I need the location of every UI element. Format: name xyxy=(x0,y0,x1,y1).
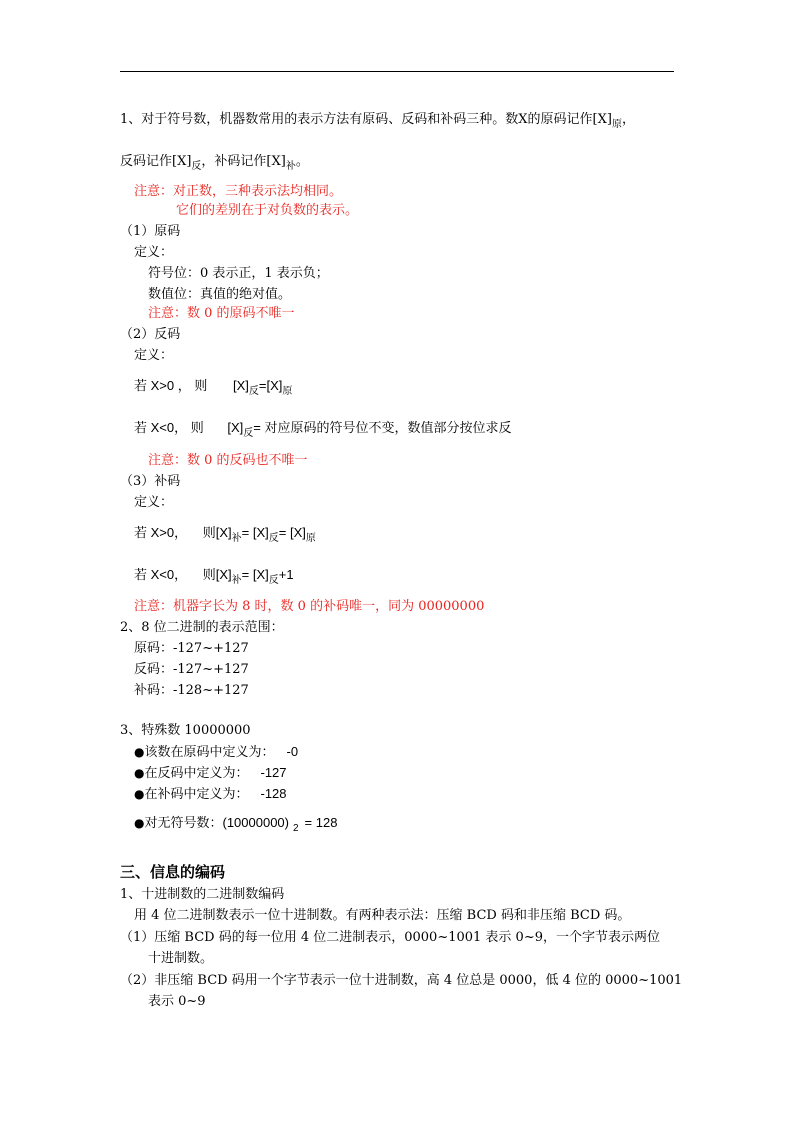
text: 反码记作[X] xyxy=(120,154,192,169)
para-1-text: 1、对于符号数，机器数常用的表示方法有原码、反码和补码三种。数X的原码记作[X] xyxy=(120,112,612,127)
note-sign-magnitude: 注意：数 0 的原码不唯一 xyxy=(148,306,295,321)
value: = 128 xyxy=(304,815,338,830)
definition-label: 定义： xyxy=(134,245,174,260)
special-item-sign-magnitude xyxy=(134,744,298,761)
bullet-icon: ● xyxy=(134,816,145,830)
header-rule xyxy=(120,71,674,72)
label: 对无符号数：(10000000) xyxy=(144,815,289,830)
value: -128 xyxy=(260,786,287,801)
note-ones-complement: 注意：数 0 的反码也不唯一 xyxy=(148,453,308,468)
section-heading: 三、信息的编码 xyxy=(120,863,226,881)
para-1-line-1 xyxy=(120,112,635,129)
ones-negative-rule xyxy=(134,420,511,438)
label: 该数在原码中定义为： xyxy=(144,745,275,760)
subscript: 2 xyxy=(292,823,299,834)
condition: 若 X<0， 则 xyxy=(134,420,204,435)
note-line-1: 注意：对正数，三种表示法均相同。 xyxy=(134,184,343,199)
twos-positive-rule xyxy=(134,525,316,543)
subscript: 反 xyxy=(268,575,279,586)
subsection-title: 1、十进制数的二进制数编码 xyxy=(120,887,285,902)
condition: 若 X>0， xyxy=(134,525,188,540)
subscript: 反 xyxy=(248,386,259,397)
subscript: 补 xyxy=(231,575,242,586)
formula: = [X] xyxy=(241,525,269,540)
formula: =[X] xyxy=(258,378,283,393)
note-twos-complement: 注意：机器字长为 8 时，数 0 的补码唯一，同为 00000000 xyxy=(134,599,485,614)
subscript: 反 xyxy=(268,533,279,544)
value-bits-text: 数值位：真值的绝对值。 xyxy=(148,287,292,302)
bullet-icon: ● xyxy=(134,766,145,780)
unpacked-bcd-line-1: （2）非压缩 BCD 码用一个字节表示一位十进制数，高 4 位总是 0000，低 4 位的 0000~1001 xyxy=(120,973,683,988)
formula: +1 xyxy=(278,567,294,582)
formula: [X] xyxy=(227,420,244,435)
formula: = [X] xyxy=(241,567,269,582)
ones-positive-rule xyxy=(134,378,292,396)
packed-bcd-line-1: （1）压缩 BCD 码的每一位用 4 位二进制表示，0000~1001 表示 0~9，一个字节表示两位 xyxy=(120,930,660,945)
label: 在反码中定义为： xyxy=(144,766,249,781)
para-1-line-2 xyxy=(120,154,309,171)
formula: 则[X] xyxy=(202,525,232,540)
unpacked-bcd-line-2: 表示 0~9 xyxy=(148,994,206,1009)
note-line-2: 它们的差别在于对负数的表示。 xyxy=(176,203,359,218)
range-title: 2、8 位二进制的表示范围： xyxy=(120,620,284,635)
section-title-ones-complement: （2）反码 xyxy=(120,327,181,342)
special-item-twos-complement xyxy=(134,786,287,803)
subscript: 补 xyxy=(231,533,242,544)
definition-label: 定义： xyxy=(134,348,174,363)
subscript: 原 xyxy=(305,533,316,544)
section-title-twos-complement: （3）补码 xyxy=(120,474,181,489)
sign-bit-text: 符号位：0 表示正，1 表示负； xyxy=(148,266,329,281)
formula: = 对应原码的符号位不变，数值部分按位求反 xyxy=(253,420,512,435)
subscript: 原 xyxy=(282,386,293,397)
bullet-icon: ● xyxy=(134,745,145,759)
bcd-intro: 用 4 位二进制数表示一位十进制数。有两种表示法：压缩 BCD 码和非压缩 BCD 码。 xyxy=(134,908,631,923)
packed-bcd-line-2: 十进制数。 xyxy=(148,951,214,966)
condition: 若 X<0， xyxy=(134,567,188,582)
condition: 若 X>0 ， 则 xyxy=(134,378,208,393)
label: 在补码中定义为： xyxy=(144,787,249,802)
special-item-unsigned xyxy=(134,815,337,833)
bullet-icon: ● xyxy=(134,787,145,801)
punct: 。 xyxy=(295,154,309,169)
subscript: 反 xyxy=(191,161,202,172)
twos-negative-rule xyxy=(134,567,294,585)
section-title-sign-magnitude: （1）原码 xyxy=(120,224,181,239)
value: -0 xyxy=(286,744,299,759)
formula: [X] xyxy=(232,378,249,393)
formula: 则[X] xyxy=(202,567,232,582)
subscript: 原 xyxy=(611,119,622,130)
definition-label: 定义： xyxy=(134,495,174,510)
range-ones-complement: 反码：-127~+127 xyxy=(134,662,249,677)
subscript: 反 xyxy=(243,428,254,439)
value: -127 xyxy=(260,765,287,780)
special-number-title: 3、特殊数 10000000 xyxy=(120,723,251,738)
formula: = [X] xyxy=(278,525,306,540)
range-twos-complement: 补码：-128~+127 xyxy=(134,683,249,698)
punct: ， xyxy=(621,112,635,127)
special-item-ones-complement xyxy=(134,765,287,782)
subscript: 补 xyxy=(285,161,296,172)
text: ，补码记作[X] xyxy=(201,154,286,169)
range-sign-magnitude: 原码：-127~+127 xyxy=(134,641,249,656)
